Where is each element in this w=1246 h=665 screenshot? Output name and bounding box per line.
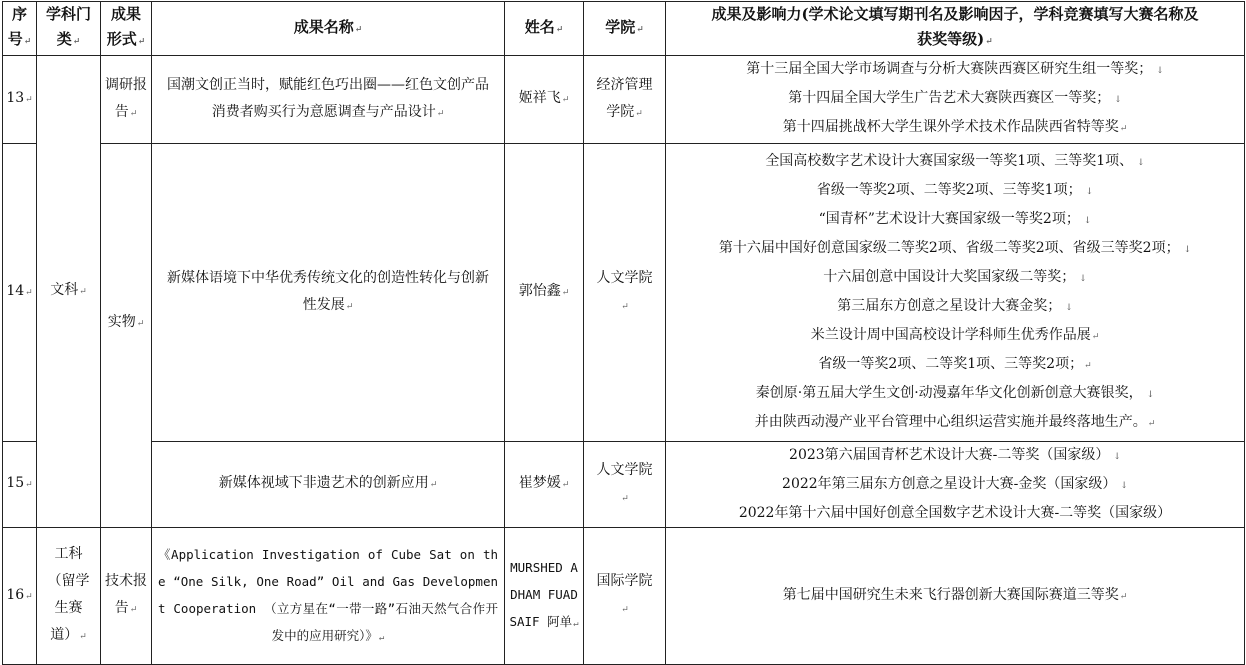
row-form: 实物 ↵ xyxy=(101,144,152,528)
table-row xyxy=(3,528,1245,665)
header-form: 成果形式 ↵ xyxy=(101,2,152,56)
row-seq: 16 ↵ xyxy=(3,528,37,665)
row-college: 人文学院 ↵ xyxy=(584,442,666,528)
achievements-table xyxy=(2,1,1245,665)
row-name: 姬祥飞 ↵ xyxy=(505,56,584,144)
row-seq: 14 ↵ xyxy=(3,144,37,442)
row-title: 新媒体语境下中华优秀传统文化的创造性转化与创新性发展 ↵ xyxy=(152,144,505,442)
header-discipline: 学科门类 ↵ xyxy=(37,2,101,56)
impact-line: 第十三届全国大学市场调查与分析大赛陕西赛区研究生组一等奖； ↓ xyxy=(669,56,1241,85)
row-form: 调研报告 ↵ xyxy=(101,56,152,144)
impact-line: 并由陕西动漫产业平台管理中心组织运营实施并最终落地生产。 ↵ xyxy=(669,409,1241,438)
row-impact xyxy=(666,144,1245,442)
row-title: 《Application Investigation of Cube Sat on the “One Silk, One Road” Oil and Gas Development Cooperation （立方星在“一带一路”石油天然气合作开发中的应用研究）》 ↵ xyxy=(152,528,505,665)
row-form: 技术报告 ↵ xyxy=(101,528,152,665)
row-name: 郭怡鑫 ↵ xyxy=(505,144,584,442)
impact-line: 十六届创意中国设计大奖国家级二等奖； ↓ xyxy=(669,264,1241,293)
impact-line: 第十四届挑战杯大学生课外学术技术作品陕西省特等奖 ↵ xyxy=(669,114,1241,143)
row-discipline: 工科（留学生赛道） ↵ xyxy=(37,528,101,665)
row-title: 新媒体视域下非遗艺术的创新应用 ↵ xyxy=(152,442,505,528)
row-discipline: 文科 ↵ xyxy=(37,56,101,528)
impact-line: 省级一等奖2项、二等奖2项、三等奖1项； ↓ xyxy=(669,177,1241,206)
impact-line: 省级一等奖2项、二等奖1项、三等奖2项； ↵ xyxy=(669,351,1241,380)
impact-line: 米兰设计周中国高校设计学科师生优秀作品展 ↵ xyxy=(669,322,1241,351)
table-row xyxy=(3,144,1245,442)
impact-line: 第十四届全国大学生广告艺术大赛陕西赛区一等奖； ↓ xyxy=(669,85,1241,114)
row-impact: 第七届中国研究生未来飞行器创新大赛国际赛道三等奖 ↵ xyxy=(666,528,1245,665)
header-seq: 序号 ↵ xyxy=(3,2,37,56)
table-row xyxy=(3,56,1245,144)
row-seq: 15 ↵ xyxy=(3,442,37,528)
header-title: 成果名称 ↵ xyxy=(152,2,505,56)
impact-line: 2022年第三届东方创意之星设计大赛-金奖（国家级） ↓ xyxy=(669,471,1241,500)
row-impact xyxy=(666,56,1245,144)
header-impact: 成果及影响力(学术论文填写期刊名及影响因子，学科竞赛填写大赛名称及获奖等级) ↵ xyxy=(666,2,1245,56)
row-impact xyxy=(666,442,1245,528)
row-name: MURSHED ADHAM FUAD SAIF 阿单 ↵ xyxy=(505,528,584,665)
table-row xyxy=(3,442,1245,528)
row-name: 崔梦媛 ↵ xyxy=(505,442,584,528)
header-row xyxy=(3,2,1245,56)
impact-line: 第三届东方创意之星设计大赛金奖； ↓ xyxy=(669,293,1241,322)
row-college: 国际学院 ↵ xyxy=(584,528,666,665)
row-title: 国潮文创正当时，赋能红色巧出圈——红色文创产品消费者购买行为意愿调查与产品设计 ↵ xyxy=(152,56,505,144)
impact-line: 2022年第十六届中国好创意全国数字艺术设计大赛-二等奖（国家级） xyxy=(738,505,1172,521)
row-seq: 13 ↵ xyxy=(3,56,37,144)
impact-line: 第十六届中国好创意国家级二等奖2项、省级二等奖2项、省级三等奖2项； ↓ xyxy=(669,235,1241,264)
impact-line: 秦创原·第五届大学生文创·动漫嘉年华文化创新创意大赛银奖， ↓ xyxy=(669,380,1241,409)
impact-line: 全国高校数字艺术设计大赛国家级一等奖1项、三等奖1项、 ↓ xyxy=(669,148,1241,177)
row-college: 经济管理学院 ↵ xyxy=(584,56,666,144)
impact-line: 2023第六届国青杯艺术设计大赛-二等奖（国家级） ↓ xyxy=(669,442,1241,471)
header-name: 姓名 ↵ xyxy=(505,2,584,56)
header-college: 学院 ↵ xyxy=(584,2,666,56)
impact-line: “国青杯”艺术设计大赛国家级一等奖2项； ↓ xyxy=(669,206,1241,235)
row-college: 人文学院 ↵ xyxy=(584,144,666,442)
